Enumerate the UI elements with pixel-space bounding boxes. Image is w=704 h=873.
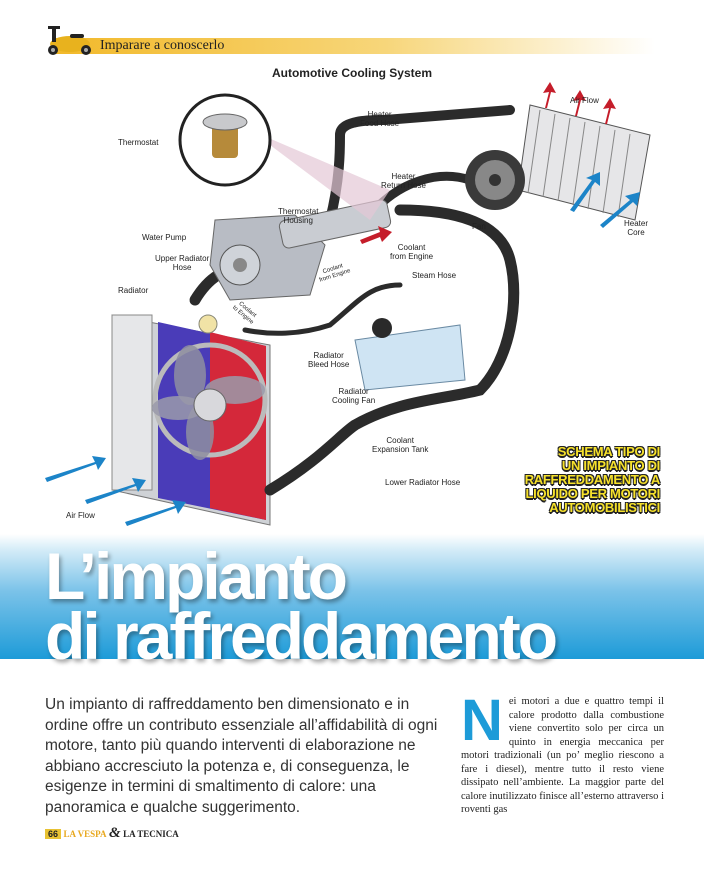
caption-line: AUTOMOBILISTICI: [549, 500, 660, 515]
body-text: ei motori a due e quattro tempi il calore prodotto dalla combustione viene convertito solo per circa un quinto in energia meccanica per motori tradizionali (un po’ meglio riescono a fare i diesel), mentre tutto il resto viene dissipato nell’ambiente. La maggior parte del calore inutilizzato finisce all’esterno attraverso i roventi gas: [461, 696, 664, 815]
expansion-tank-illustration: [355, 318, 465, 390]
label-coolant-from-engine-small: Coolant from Engine: [318, 263, 352, 284]
label-air-flow-top: Air Flow: [570, 96, 599, 105]
label-thermostat: Thermostat: [118, 138, 159, 147]
label-radiator-bleed-hose: Radiator Bleed Hose: [308, 351, 350, 369]
magazine-ampersand: &: [108, 825, 121, 841]
label-coolant-expansion-tank: Coolant Expansion Tank: [372, 436, 429, 454]
intro-paragraph: Un impianto di raffreddamento ben dimensionato e in ordine offre un contributo essenziale all’affidabilità di ogni motore, tanto più quando interventi di elaborazione ne abbiano accresciuto la potenza e, di conseguenza, le esigenze in termini di smaltimento di calore: una panoramica e qualche suggerimento.: [45, 696, 438, 816]
page-number: 66: [45, 829, 61, 839]
magazine-section: LA TECNICA: [123, 829, 179, 839]
label-upper-radiator-hose: Upper Radiator Hose: [155, 254, 210, 272]
radiator-illustration: [112, 315, 270, 525]
diagram-caption: [525, 445, 660, 515]
label-radiator-cooling-fan: Radiator Cooling Fan: [332, 387, 376, 405]
caption-line: LIQUIDO PER MOTORI: [525, 486, 660, 501]
label-fan: Fan: [472, 222, 486, 231]
label-heater-return-hose: Heater Return Hose: [381, 172, 426, 190]
label-heater-core: Heater Core: [624, 219, 649, 237]
page-footer: [45, 825, 179, 842]
label-radiator: Radiator: [118, 286, 149, 295]
scooter-icon: [40, 22, 98, 56]
label-air-flow-bottom: Air Flow: [66, 511, 95, 520]
diagram-title: Automotive Cooling System: [271, 66, 432, 80]
body-column: [461, 688, 664, 817]
label-lower-radiator-hose: Lower Radiator Hose: [385, 478, 461, 487]
heater-fan-illustration: [465, 150, 525, 210]
label-heater-food-hose: Heater Food Hose: [360, 110, 400, 128]
section-label: Imparare a conoscerlo: [100, 38, 225, 53]
label-coolant-from-engine: Coolant from Engine: [390, 243, 434, 261]
caption-line: UN IMPIANTO DI: [561, 458, 660, 473]
thermostat-magnifier: [180, 95, 390, 220]
article-title-line-2: di raffreddamento: [45, 599, 556, 673]
label-steam-hose: Steam Hose: [412, 271, 457, 280]
label-water-pump: Water Pump: [142, 233, 187, 242]
caption-line: RAFFREDDAMENTO A: [524, 472, 660, 487]
article-title-line-1: L’impianto: [45, 539, 345, 613]
label-coolant-to-engine: Coolant to Engine: [231, 300, 258, 326]
drop-cap: N: [461, 688, 503, 753]
caption-line: SCHEMA TIPO DI: [557, 444, 660, 459]
magazine-name: LA VESPA: [63, 829, 107, 839]
label-thermostat-housing: Thermostat Housing: [278, 207, 319, 225]
